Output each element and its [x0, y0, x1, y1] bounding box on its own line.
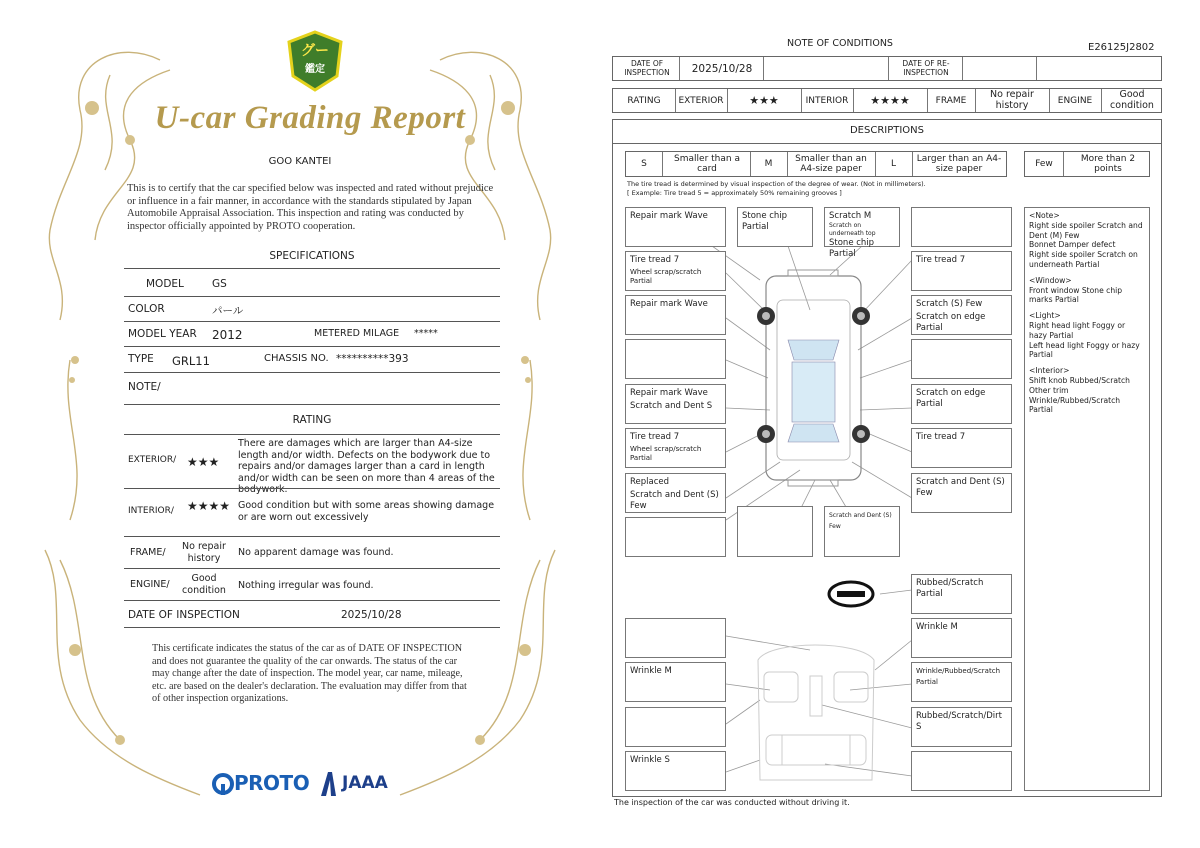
rating-heading: RATING	[292, 414, 332, 426]
document-id: E26125J2802	[1088, 42, 1155, 53]
desc-box-trunk	[737, 506, 813, 557]
note-line: Right side spoiler Scratch and Dent (M) Few	[1029, 220, 1143, 240]
desc-box-bonnet	[737, 207, 813, 247]
desc-box-rear-left	[625, 473, 726, 513]
jaaa-text: JAAA	[342, 773, 388, 793]
desc-text: Wrinkle S	[630, 755, 670, 765]
divider	[124, 434, 500, 435]
desc-box-right-front-trim	[911, 618, 1012, 658]
desc-box-left-fender	[625, 295, 726, 335]
desc-box-left-front-seat	[625, 662, 726, 702]
divider	[124, 568, 500, 569]
desc-box-right-rear-door	[911, 384, 1012, 424]
engine-value: Good condition	[182, 573, 226, 596]
jaaa-mark-icon	[318, 770, 340, 798]
desc-text: Repair mark Wave	[630, 211, 708, 221]
color-label: COLOR	[128, 303, 165, 315]
desc-box-front-bumper	[824, 207, 900, 259]
type-label: TYPE	[128, 353, 154, 365]
desc-text: Tire tread 7	[916, 432, 966, 442]
proto-mark-icon	[212, 772, 234, 796]
desc-text: Scratch and Dent S	[630, 401, 713, 412]
footer-text: This certificate indicates the status of the car as of DATE OF INSPECTION and does not guarantee the quality of the car onwards. The status of the car may change after the date of inspection. The model year, car name, mileage, etc. are based on the dealer's declaration. The evaluation may differ from that of other inspection organizations.	[152, 643, 467, 704]
note-line: Right head light Foggy or hazy Partial	[1029, 320, 1126, 340]
proto-logo	[212, 770, 312, 798]
note-line: Bonnet Damper defect	[1029, 240, 1116, 250]
inspection-footer: The inspection of the car was conducted without driving it.	[614, 798, 850, 807]
desc-text: Replaced	[630, 477, 670, 487]
desc-box-rear-seat	[625, 751, 726, 791]
desc-text: Repair mark Wave	[630, 299, 708, 309]
desc-box-left-rear-door	[625, 384, 726, 424]
proto-text: PROTO	[234, 771, 310, 795]
desc-text: Scratch on edge Partial	[916, 312, 986, 334]
reinspection-label: DATE OF RE-INSPECTION	[902, 59, 950, 77]
chassis-label: CHASSIS NO.	[264, 353, 329, 364]
desc-text: Stone chip Partial	[742, 211, 788, 233]
divider	[124, 488, 500, 489]
desc-text: Tire tread 7	[630, 432, 680, 442]
color-value: パール	[212, 305, 244, 317]
desc-box-rear-lower-left	[625, 517, 726, 557]
date-label: DATE OF INSPECTION	[128, 609, 240, 621]
model-year-label: MODEL YEAR	[128, 328, 197, 340]
desc-text: Tire tread 7	[630, 255, 680, 265]
badge-line2: 鑑定	[305, 64, 325, 75]
desc-text: Tire tread 7	[916, 255, 966, 265]
interior-stars: ★★★★	[187, 499, 231, 513]
desc-text: Scratch on edge Partial	[916, 388, 986, 410]
note-line: Other trim	[1029, 385, 1069, 395]
divider	[124, 627, 500, 628]
goo-kantei-badge	[287, 30, 343, 92]
note-of-conditions	[600, 0, 1200, 848]
frame-label: FRAME/	[130, 547, 166, 558]
type-value: GRL11	[172, 354, 210, 368]
desc-text: Rubbed/Scratch/Dirt S	[916, 711, 1002, 733]
legend-l: L	[890, 158, 896, 169]
desc-box-front-right	[911, 207, 1012, 247]
certify-text: This is to certify that the car specified below was inspected and rated without prejudice or influence in a fair manner, in accordance with the standards stipulated by Japan Automobile Appraisal Association. This inspection and rating was conducted by inspector officially appointed by PROTO cooperation.	[127, 183, 494, 232]
desc-box-rear-right	[911, 473, 1012, 513]
desc-box-dashboard	[625, 618, 726, 658]
divider	[124, 536, 500, 537]
legend-few: Few	[1035, 158, 1053, 169]
note-line: <Note>	[1029, 211, 1060, 220]
frame-value: No repair history	[182, 541, 226, 564]
desc-box-front-left	[625, 207, 726, 247]
divider	[124, 296, 500, 297]
car-interior-icon	[758, 645, 874, 780]
desc-text: Wrinkle M	[630, 666, 672, 676]
badge-line1: グー	[301, 43, 329, 59]
desc-text-small: Wrinkle/Rubbed/Scratch Partial	[916, 667, 1000, 687]
note-line: Wrinkle/Rubbed/Scratch Partial	[1029, 395, 1121, 415]
chassis-value: **********393	[336, 353, 409, 365]
org-name: GOO KANTEI	[268, 156, 332, 167]
engine-desc: Nothing irregular was found.	[238, 580, 374, 591]
desc-box-right-front-seat	[911, 662, 1012, 702]
exterior-desc: There are damages which are larger than A4-size length and/or width. Defects on the bodywork due to repairs and/or damages larger than a card in length and/or width can be seen on more than 4 areas of the bodywork.	[238, 438, 495, 495]
model-year-value: 2012	[212, 328, 243, 342]
interior-desc: Good condition but with some areas showing damage or are worn out excessively	[238, 500, 495, 523]
legend-s: S	[641, 158, 647, 169]
car-top-view-icon	[757, 270, 870, 486]
desc-text-small: Wheel scrap/scratch Partial	[630, 445, 702, 463]
desc-box-right-rear-seat	[911, 751, 1012, 791]
desc-box-left-rear-trim	[625, 707, 726, 747]
desc-text: Wrinkle M	[916, 622, 958, 632]
note-label: NOTE/	[128, 381, 161, 393]
frame-value: No repair history	[990, 89, 1034, 111]
desc-box-tire-rr	[911, 428, 1012, 468]
rating-label: RATING	[627, 95, 661, 106]
steering-wheel-icon	[829, 582, 873, 606]
notes-list	[1029, 211, 1145, 415]
engine-value: Good condition	[1110, 89, 1154, 111]
desc-text-small: Scratch on underneath top	[829, 222, 876, 237]
legend-l-desc: Larger than an A4-size paper	[916, 153, 1002, 174]
interior-stars: ★★★★	[870, 93, 910, 107]
milage-value: *****	[414, 328, 438, 339]
doi-label: DATE OF INSPECTION	[624, 59, 670, 77]
descriptions-heading: DESCRIPTIONS	[849, 125, 925, 136]
desc-box-console	[911, 707, 1012, 747]
divider	[124, 372, 500, 373]
date-value: 2025/10/28	[341, 609, 402, 621]
frame-label: FRAME	[935, 95, 967, 106]
desc-box-rear-bumper	[824, 506, 900, 557]
notes-panel	[1024, 207, 1150, 791]
desc-box-right-front-door	[911, 339, 1012, 379]
desc-box-tire-fr	[911, 251, 1012, 291]
divider	[124, 321, 500, 322]
conditions-title: NOTE OF CONDITIONS	[787, 38, 893, 49]
model-value: GS	[212, 278, 227, 290]
divider	[124, 346, 500, 347]
jaaa-logo	[318, 770, 398, 798]
engine-label: ENGINE/	[130, 579, 170, 590]
legend-m-desc: Smaller than an A4-size paper	[795, 153, 867, 174]
exterior-label: EXTERIOR/	[128, 455, 177, 465]
desc-box-tire-rl	[625, 428, 726, 468]
desc-box-right-fender	[911, 295, 1012, 335]
note-line: Front window Stone chip marks Partial	[1029, 285, 1123, 305]
divider	[124, 404, 500, 405]
note-line: <Light>	[1029, 311, 1061, 321]
desc-box-left-front-door	[625, 339, 726, 379]
desc-text-small: Wheel scrap/scratch Partial	[630, 268, 702, 286]
desc-text: Scratch and Dent (S) Few	[916, 477, 1005, 499]
exterior-stars: ★★★	[187, 455, 220, 469]
legend-s-desc: Smaller than a card	[674, 153, 740, 174]
desc-text: Scratch (S) Few	[916, 299, 983, 309]
desc-text: Rubbed/Scratch Partial	[916, 578, 984, 600]
note-line: <Interior>	[1029, 366, 1070, 376]
exterior-stars: ★★★	[749, 93, 779, 107]
exterior-label: EXTERIOR	[678, 95, 724, 106]
divider	[124, 268, 500, 269]
doi-value: 2025/10/28	[691, 62, 753, 75]
interior-label: INTERIOR/	[128, 506, 174, 516]
legend-m: M	[764, 158, 773, 169]
specs-heading: SPECIFICATIONS	[269, 250, 355, 262]
frame-desc: No apparent damage was found.	[238, 547, 394, 558]
milage-label: METERED MILAGE	[314, 328, 400, 339]
desc-text: Stone chip Partial	[829, 237, 875, 259]
report-title: U-car Grading Report	[154, 100, 466, 136]
desc-text: Repair mark Wave	[630, 388, 708, 398]
desc-box-tire-fl	[625, 251, 726, 291]
legend-few-desc: More than 2 points	[1080, 153, 1136, 174]
desc-box-steering	[911, 574, 1012, 614]
interior-label: INTERIOR	[805, 95, 849, 106]
engine-label: ENGINE	[1057, 95, 1093, 106]
desc-text: Scratch M	[829, 211, 872, 221]
note-line: Right side spoiler Scratch on underneath Partial	[1029, 250, 1138, 269]
desc-text: Scratch and Dent (S) Few	[630, 490, 719, 512]
tread-example: [ Example: Tire tread 5 = approximately 50% remaining grooves ]	[627, 189, 842, 197]
model-label: MODEL	[146, 278, 184, 290]
note-line: Shift knob Rubbed/Scratch	[1029, 375, 1130, 385]
tread-note: The tire tread is determined by visual inspection of the degree of wear. (Not in millimeters).	[627, 180, 926, 188]
desc-text-small: Scratch and Dent (S) Few	[829, 512, 892, 531]
note-line: Left head light Foggy or hazy Partial	[1029, 340, 1140, 360]
divider	[124, 600, 500, 601]
note-line: <Window>	[1029, 275, 1072, 285]
